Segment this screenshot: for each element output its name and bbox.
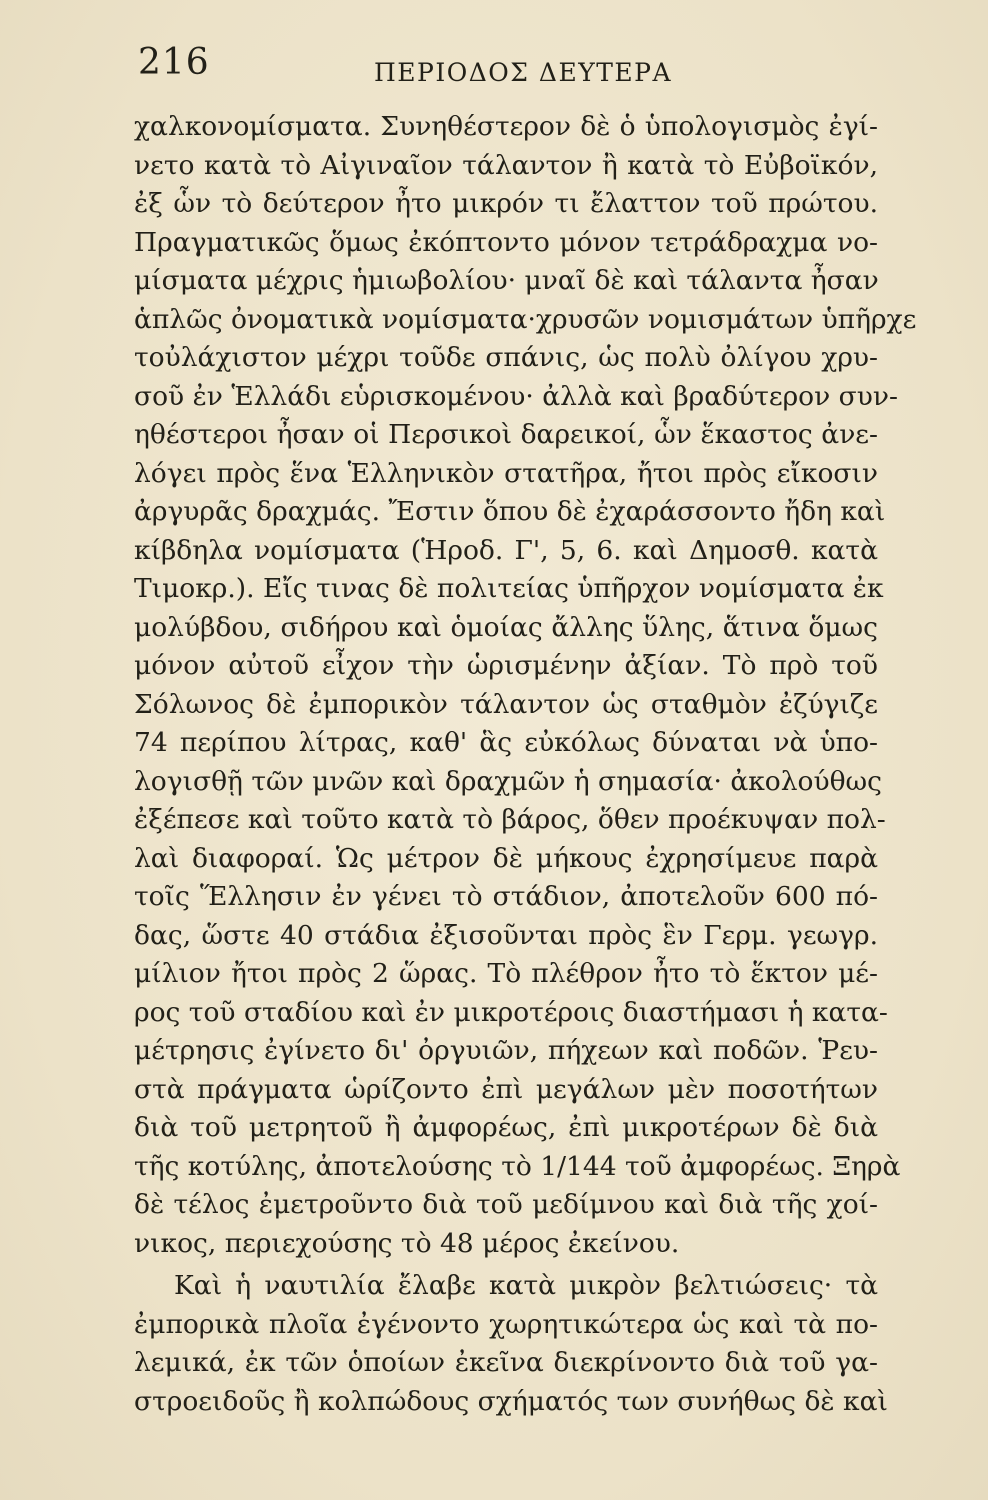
paragraph-1 <box>134 108 917 1263</box>
text-line: 74 περίπου λίτρας, καθ' ἃς εὐκόλως δύναται νὰ ὑπο- <box>134 727 878 758</box>
text-line: λογισθῇ τῶν μνῶν καὶ δραχμῶν ἡ σημασία· ἀκολούθως <box>134 765 883 797</box>
text-line: ἀργυρᾶς δραχμάς. Ἔστιν ὅπου δὲ ἐχαράσσοντο ἤδη καὶ <box>134 496 886 527</box>
text-line: στροειδοῦς ἢ κολπώδους σχήματός των συνήθως δὲ καὶ <box>134 1385 888 1417</box>
text-line: λαὶ διαφοραί. Ὡς μέτρον δὲ μήκους ἐχρησίμευε παρὰ <box>134 842 878 874</box>
text-line: Καὶ ἡ ναυτιλία ἔλαβε κατὰ μικρὸν βελτιώσεις· τὰ <box>174 1270 878 1301</box>
text-line: ηθέστεροι ἦσαν οἱ Περσικοὶ δαρεικοί, ὧν ἕκαστος ἀνε- <box>134 419 878 450</box>
text-line: δας, ὥστε 40 στάδια ἐξισοῦνται πρὸς ἓν Γερμ. γεωγρ. <box>134 919 878 951</box>
text-line: Σόλωνος δὲ ἐμπορικὸν τάλαντον ὡς σταθμὸν ἐζύγιζε <box>134 688 878 720</box>
body-text <box>134 108 917 1421</box>
text-line: μίλιον ἤτοι πρὸς 2 ὥρας. Τὸ πλέθρον ἦτο τὸ ἕκτον μέ- <box>134 958 878 989</box>
text-line: Τιμοκρ.). Εἴς τινας δὲ πολιτείας ὑπῆρχον νομίσματα ἐκ <box>134 573 884 604</box>
text-line: νικος, περιεχούσης τὸ 48 μέρος ἐκείνου. <box>134 1227 680 1259</box>
text-line: χαλκονομίσματα. Συνηθέστερον δὲ ὁ ὑπολογισμὸς ἐγί- <box>134 111 878 142</box>
page-number: 216 <box>138 42 210 83</box>
text-line: ἐξ ὧν τὸ δεύτερον ἦτο μικρόν τι ἔλαττον τοῦ πρώτου. <box>134 188 878 219</box>
text-line: τῆς κοτύλης, ἀποτελούσης τὸ 1/144 τοῦ ἀμφορέως. Ξηρὰ <box>134 1150 901 1182</box>
text-line: νετο κατὰ τὸ Αἰγιναῖον τάλαντον ἢ κατὰ τὸ Εὐβοϊκόν, <box>134 149 878 181</box>
text-line: κίβδηλα νομίσματα (Ἡροδ. Γ', 5, 6. καὶ Δημοσθ. κατὰ <box>134 534 878 566</box>
text-line: ἐμπορικὰ πλοῖα ἐγένοντο χωρητικώτερα ὡς καὶ τὰ πο- <box>134 1308 878 1340</box>
running-head: ΠΕΡΙΟΔΟΣ ΔΕΥΤΕΡΑ <box>374 58 673 87</box>
text-line: μόνον αὐτοῦ εἶχον τὴν ὡρισμένην ἀξίαν. Τὸ πρὸ τοῦ <box>134 650 878 681</box>
text-line: διὰ τοῦ μετρητοῦ ἢ ἀμφορέως, ἐπὶ μικροτέρων δὲ διὰ <box>134 1112 878 1143</box>
page-header <box>0 0 988 110</box>
text-line: τοὐλάχιστον μέχρι τοῦδε σπάνις, ὡς πολὺ ὀλίγου χρυ- <box>134 342 878 373</box>
text-line: Πραγματικῶς ὅμως ἐκόπτοντο μόνον τετράδραχμα νο- <box>134 226 878 258</box>
text-line: μέτρησις ἐγίνετο δι' ὀργυιῶν, πήχεων καὶ ποδῶν. Ῥευ- <box>134 1035 878 1066</box>
text-line: λεμικά, ἐκ τῶν ὁποίων ἐκεῖνα διεκρίνοντο διὰ τοῦ γα- <box>134 1347 878 1378</box>
text-line: σοῦ ἐν Ἑλλάδι εὑρισκομένου· ἀλλὰ καὶ βραδύτερον συν- <box>134 380 898 412</box>
text-line: δὲ τέλος ἐμετροῦντο διὰ τοῦ μεδίμνου καὶ διὰ τῆς χοί- <box>134 1189 878 1220</box>
text-line: μολύβδου, σιδήρου καὶ ὁμοίας ἄλλης ὕλης, ἅτινα ὅμως <box>134 611 878 643</box>
paragraph-2 <box>134 1267 888 1421</box>
text-line: ἐξέπεσε καὶ τοῦτο κατὰ τὸ βάρος, ὅθεν προέκυψαν πολ- <box>134 804 886 835</box>
text-line: λόγει πρὸς ἕνα Ἑλληνικὸν στατῆρα, ἤτοι πρὸς εἴκοσιν <box>134 457 878 489</box>
text-line: ἁπλῶς ὀνοματικὰ νομίσματα·χρυσῶν νομισμάτων ὑπῆρχε <box>134 303 917 335</box>
text-line: ρος τοῦ σταδίου καὶ ἐν μικροτέροις διαστήμασι ἡ κατα- <box>134 996 888 1028</box>
text-line: μίσματα μέχρις ἡμιωβολίου· μναῖ δὲ καὶ τάλαντα ἦσαν <box>134 265 879 296</box>
text-line: τοῖς Ἕλλησιν ἐν γένει τὸ στάδιον, ἀποτελοῦν 600 πό- <box>134 881 878 912</box>
text-line: στὰ πράγματα ὡρίζοντο ἐπὶ μεγάλων μὲν ποσοτήτων <box>134 1073 878 1105</box>
